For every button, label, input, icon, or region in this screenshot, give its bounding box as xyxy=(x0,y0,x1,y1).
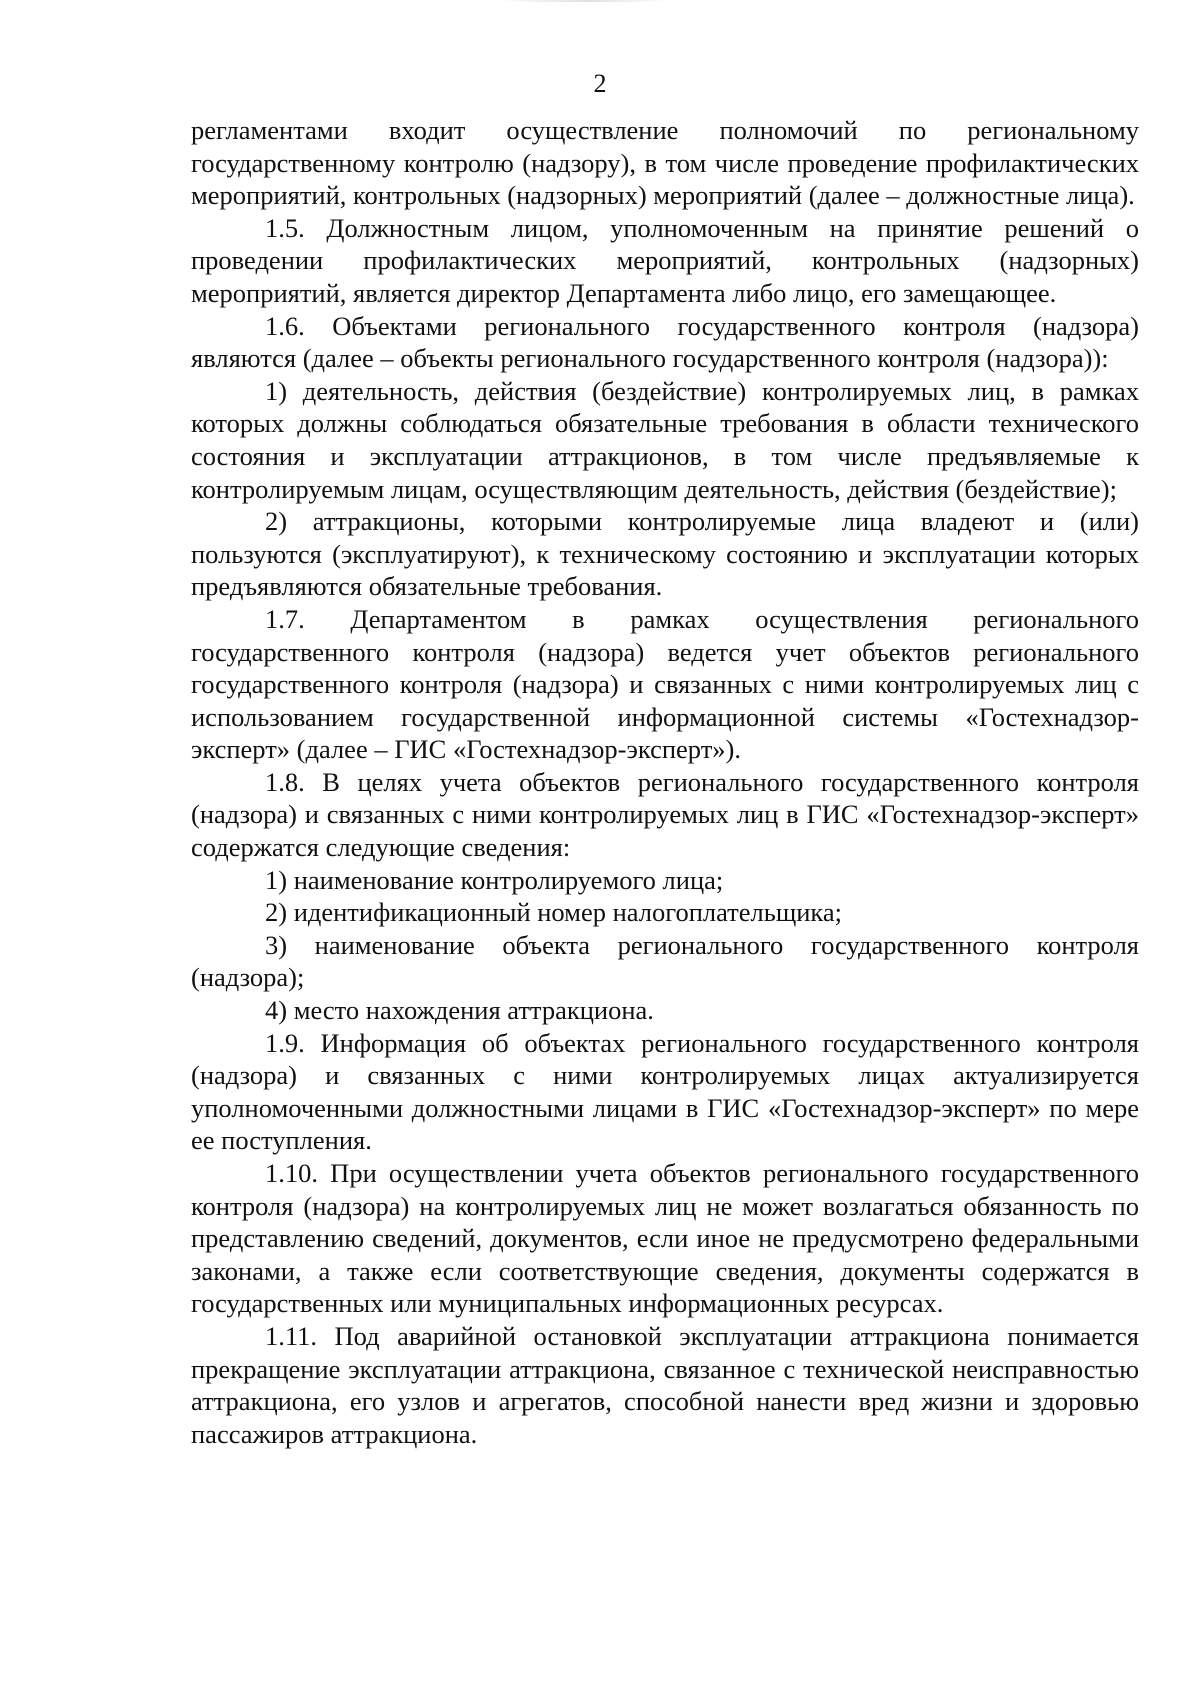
paragraph-1-5: 1.5. Должностным лицом, уполномоченным на принятие решений о проведении профилактических мероприятий, контрольных (надзорных) мероприятий, является директор Департамента либо лицо, его замещающее. xyxy=(191,212,1139,308)
paragraph-1-6-item-2: 2) аттракционы, которыми контролируемые лица владеют и (или) пользуются (эксплуатируют), к техническому состоянию и эксплуатации которых предъявляются обязательные требования. xyxy=(191,506,1139,602)
paragraph-1-6: 1.6. Объектами регионального государственного контроля (надзора) являются (далее – объекты регионального государственного контроля (надзора)): xyxy=(191,310,1139,374)
paragraph-1-8-item-1: 1) наименование контролируемого лица; xyxy=(265,864,724,895)
paragraph-1-8-item-2: 2) идентификационный номер налогоплательщика; xyxy=(265,897,843,928)
document-body xyxy=(191,114,1139,1450)
page-number: 2 xyxy=(593,69,607,98)
paragraph-1-6-item-1: 1) деятельность, действия (бездействие) контролируемых лиц, в рамках которых должны соблюдаться обязательные требования в области технического состояния и эксплуатации аттракционов, в том числе предъявляемые к контролируемым лицам, осуществляющим деятельность, действия (бездействие); xyxy=(191,375,1139,504)
paragraph-1-7: 1.7. Департаментом в рамках осуществления регионального государственного контроля (надзора) ведется учет объектов регионального государственного контроля (надзора) и связанных с ними контролируемых лиц с использованием государственной информационной системы «Гостехнадзор-эксперт» (далее – ГИС «Гостехнадзор-эксперт»). xyxy=(191,603,1139,765)
scan-edge-mark xyxy=(500,0,670,2)
paragraph-continuation: регламентами входит осуществление полномочий по региональному государственному контролю (надзору), в том числе проведение профилактических мероприятий, контрольных (надзорных) мероприятий (далее – должностные лица). xyxy=(191,115,1139,211)
paragraph-1-8-item-4: 4) место нахождения аттракциона. xyxy=(265,995,654,1026)
paragraph-1-10: 1.10. При осуществлении учета объектов регионального государственного контроля (надзора) на контролируемых лиц не может возлагаться обязанность по представлению сведений, документов, если иное не предусмотрено федеральными законами, а также если соответствующие сведения, документы содержатся в государственных или муниципальных информационных ресурсах. xyxy=(191,1158,1139,1319)
paragraph-1-8: 1.8. В целях учета объектов регионального государственного контроля (надзора) и связанных с ними контролируемых лиц в ГИС «Гостехнадзор-эксперт» содержатся следующие сведения: xyxy=(191,766,1139,863)
paragraph-1-9: 1.9. Информация об объектах регионального государственного контроля (надзора) и связанных с ними контролируемых лицах актуализируется уполномоченными должностными лицами в ГИС «Гостехнадзор-эксперт» по мере ее поступления. xyxy=(191,1027,1139,1156)
paragraph-1-11: 1.11. Под аварийной остановкой эксплуатации аттракциона понимается прекращение эксплуатации аттракциона, связанное с технической неисправностью аттракциона, его узлов и агрегатов, способной нанести вред жизни и здоровью пассажиров аттракциона. xyxy=(191,1320,1139,1449)
paragraph-1-8-item-3: 3) наименование объекта регионального государственного контроля (надзора); xyxy=(191,929,1139,993)
